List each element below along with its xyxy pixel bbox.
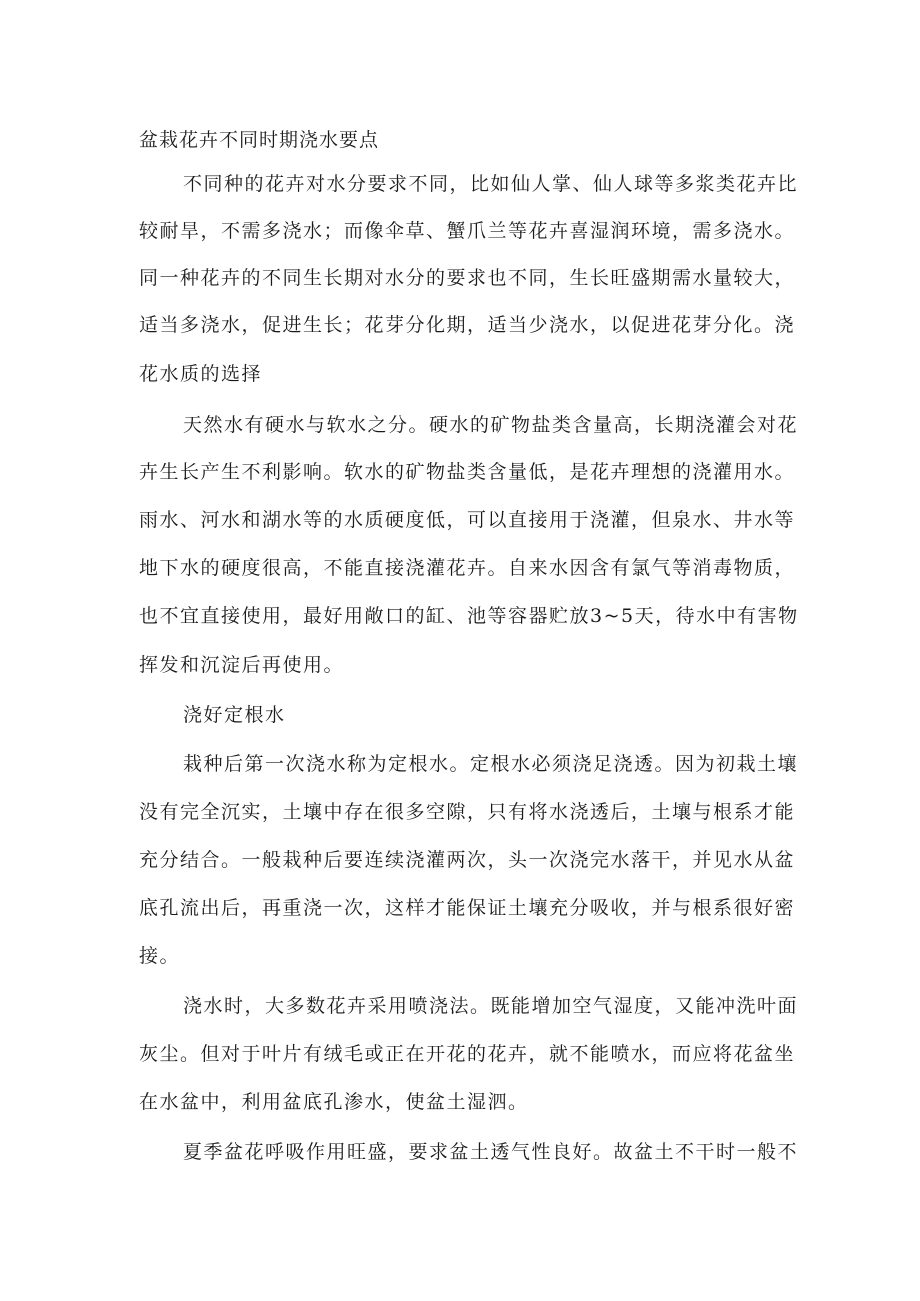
paragraph-1-line-5: 花水质的选择: [139, 363, 263, 385]
section-heading: 浇好定根水: [183, 704, 286, 726]
paragraph-1-line-2: 较耐旱，不需多浇水；而像伞草、蟹爪兰等花卉喜湿润环境，需多浇水。: [139, 220, 796, 242]
paragraph-2-line-3: 雨水、河水和湖水等的水质硬度低，可以直接用于浇灌，但泉水、井水等: [139, 509, 796, 531]
paragraph-2-line-6: 挥发和沉淀后再使用。: [139, 654, 345, 676]
paragraph-2-line-2: 卉生长产生不利影响。软水的矿物盐类含量低，是花卉理想的浇灌用水。: [139, 461, 796, 483]
paragraph-4-line-3: 充分结合。一般栽种后要连续浇灌两次，头一次浇完水落干，并见水从盆: [139, 849, 796, 871]
paragraph-5-line-3: 在水盆中，利用盆底孔渗水，使盆土湿泗。: [139, 1091, 529, 1113]
paragraph-4-line-4: 底孔流出后，再重浇一次，这样才能保证土壤充分吸收，并与根系很好密: [139, 897, 796, 919]
paragraph-1-line-1: 不同种的花卉对水分要求不同，比如仙人掌、仙人球等多浆类花卉比: [183, 173, 799, 195]
paragraph-4-line-1: 栽种后第一次浇水称为定根水。定根水必须浇足浇透。因为初栽土壤: [183, 753, 799, 775]
paragraph-4-line-5: 接。: [139, 945, 181, 967]
document-title: 盆栽花卉不同时期浇水要点: [139, 129, 380, 151]
paragraph-5-line-2: 灰尘。但对于叶片有绒毛或正在开花的花卉，就不能喷水，而应将花盆坐: [139, 1043, 796, 1065]
paragraph-5-line-1: 浇水时，大多数花卉采用喷浇法。既能增加空气湿度，又能冲洗叶面: [183, 995, 799, 1017]
paragraph-4-line-2: 没有完全沉实，土壤中存在很多空隙，只有将水浇透后，土壤与根系才能: [139, 801, 796, 823]
paragraph-2-line-5: 也不宜直接使用，最好用敞口的缸、池等容器贮放3~5天，待水中有害物: [139, 605, 799, 627]
paragraph-2-line-4: 地下水的硬度很高，不能直接浇灌花卉。自来水因含有氯气等消毒物质，: [139, 557, 796, 579]
paragraph-1-line-3: 同一种花卉的不同生长期对水分的要求也不同，生长旺盛期需水量较大，: [139, 267, 796, 289]
paragraph-1-line-4: 适当多浇水，促进生长；花芽分化期，适当少浇水，以促进花芽分化。浇: [139, 314, 796, 336]
paragraph-6-line-1: 夏季盆花呼吸作用旺盛，要求盆土透气性良好。故盆土不干时一般不: [183, 1141, 799, 1163]
paragraph-2-line-1: 天然水有硬水与软水之分。硬水的矿物盐类含量高，长期浇灌会对花: [183, 414, 799, 436]
